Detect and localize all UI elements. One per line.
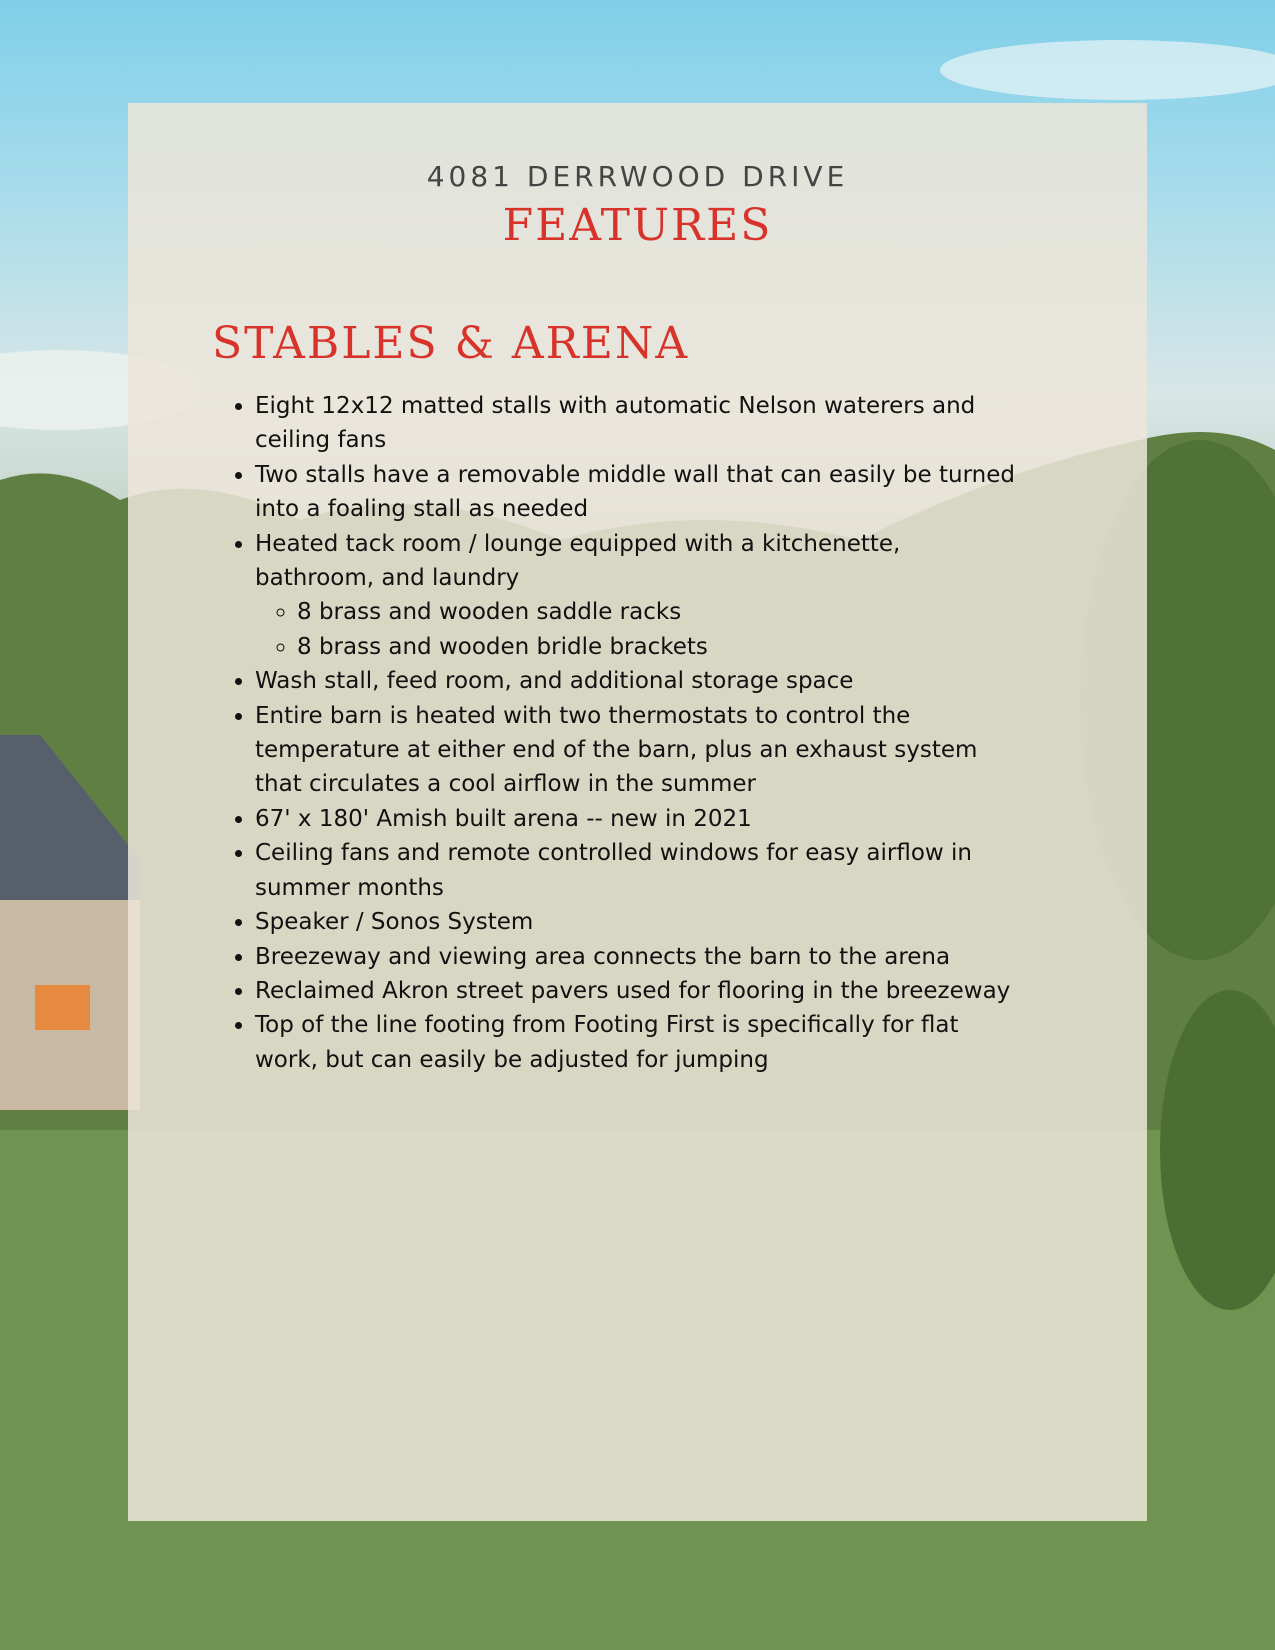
list-item: • Speaker / Sonos System [255, 905, 1015, 939]
list-item: • Wash stall, feed room, and additional storage space [255, 664, 1015, 698]
features-list [212, 389, 1015, 1077]
property-address: 4081 DERRWOOD DRIVE [426, 160, 849, 193]
page-title: FEATURES [502, 200, 773, 251]
list-item: • Entire barn is heated with two thermostats to control the temperature at either end of the barn, plus an exhaust system that circulates a cool airflow in the summer [255, 699, 1015, 802]
list-item-text: Heated tack room / lounge equipped with a kitchenette, bathroom, and laundry [255, 530, 901, 592]
list-item: • Reclaimed Akron street pavers used for flooring in the breezeway [255, 974, 1015, 1008]
sub-list-item: ◦ 8 brass and wooden saddle racks [297, 595, 1015, 629]
list-item: • 67' x 180' Amish built arena -- new in 2021 [255, 802, 1015, 836]
list-item: • Ceiling fans and remote controlled windows for easy airflow in summer months [255, 836, 1015, 905]
sub-list-item: ◦ 8 brass and wooden bridle brackets [297, 630, 1015, 664]
list-item [255, 527, 1015, 665]
list-item: • Breezeway and viewing area connects the barn to the arena [255, 940, 1015, 974]
section-title: STABLES & ARENA [212, 318, 690, 369]
sub-list [255, 595, 1015, 664]
list-item: • Top of the line footing from Footing First is specifically for flat work, but can easily be adjusted for jumping [255, 1008, 1015, 1077]
list-item: • Two stalls have a removable middle wall that can easily be turned into a foaling stall as needed [255, 458, 1015, 527]
list-item: • Eight 12x12 matted stalls with automatic Nelson waterers and ceiling fans [255, 389, 1015, 458]
